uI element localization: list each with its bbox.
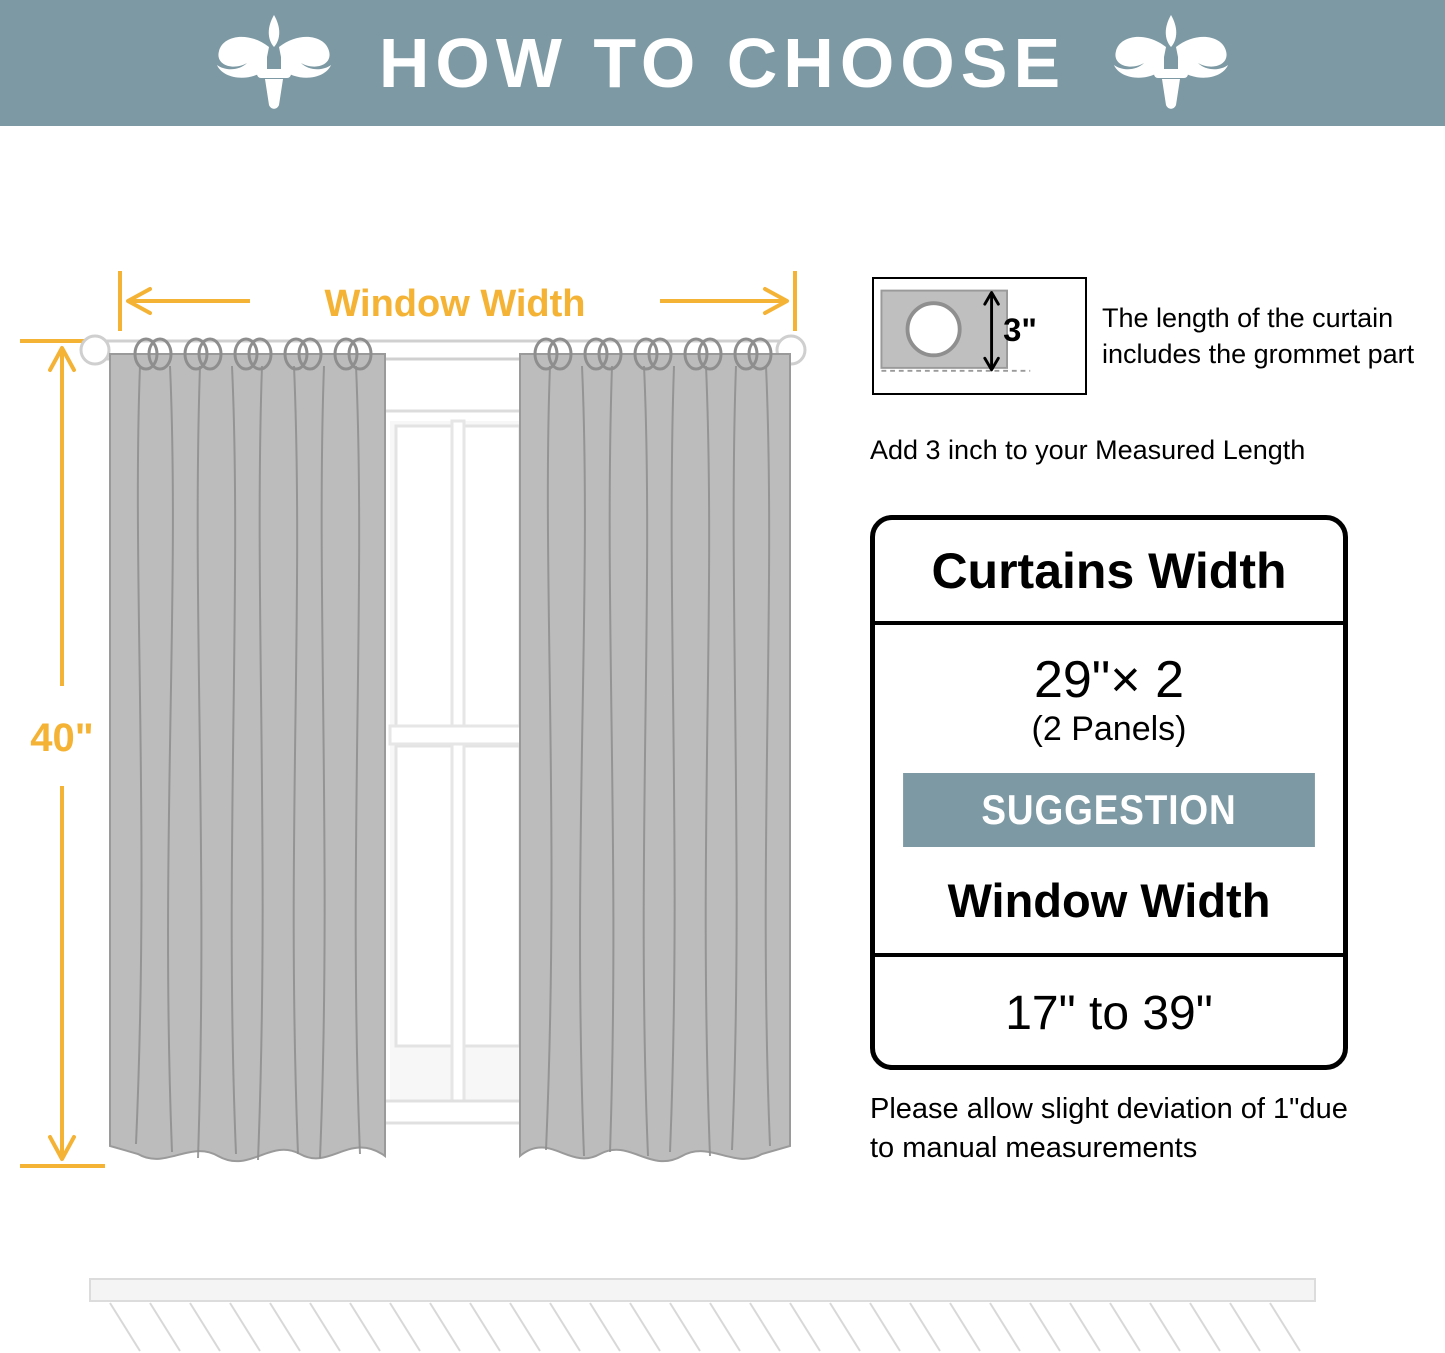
curtain-width-value: 29"× 2 [1033, 651, 1185, 710]
card-title-curtains-width: Curtains Width [875, 520, 1343, 625]
window-width-label: Window Width [324, 283, 586, 325]
curtain-panel-left [110, 339, 385, 1161]
right-info-column [862, 255, 1442, 1165]
curtain-window-diagram [0, 126, 860, 1226]
grommet-detail-row [862, 255, 1442, 465]
window-frame [376, 411, 542, 1123]
grommet-detail-diagram [872, 277, 1087, 395]
header-title: HOW TO CHOOSE [378, 24, 1067, 102]
grommet-measure-label: 3" [1003, 310, 1037, 348]
add-length-note: Add 3 inch to your Measured Length [870, 435, 1306, 465]
header-banner [0, 0, 1445, 126]
window-width-range: 17" to 39" [1005, 986, 1213, 1040]
card-title-window-width: Window Width [875, 847, 1343, 957]
curtain-height-label: 40" [30, 716, 94, 760]
floor-shelf-decoration [0, 1263, 1445, 1353]
size-suggestion-card [870, 515, 1348, 1070]
suggestion-banner: SUGGESTION [903, 773, 1315, 847]
fleur-de-lis-icon [209, 13, 339, 113]
measurement-disclaimer: Please allow slight deviation of 1"due to manual measurements [870, 1093, 1348, 1165]
card-curtain-width-value [875, 625, 1343, 773]
grommet-note: The length of the curtain includes the grommet part [1102, 303, 1415, 369]
fleur-de-lis-icon [1106, 13, 1236, 113]
curtain-panel-right [520, 339, 790, 1161]
curtain-panels-note: (2 Panels) [1031, 710, 1187, 749]
